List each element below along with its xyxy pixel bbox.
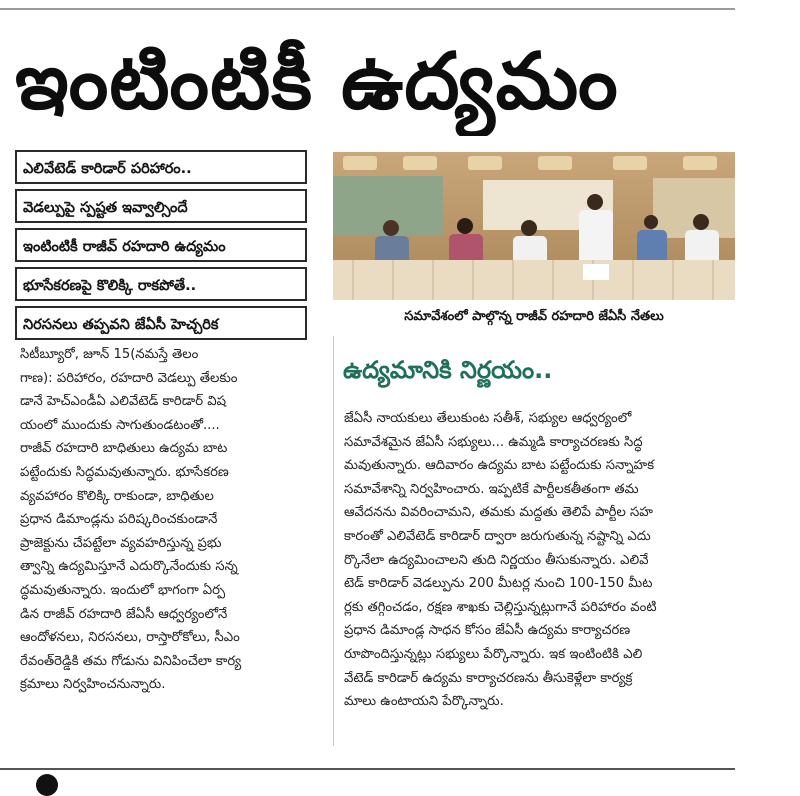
text-line: జేఏసీ నాయకులు తేలుకుంట సతీశ్, సభ్యుల ఆధ్వర్యంలో: [344, 411, 632, 426]
text-line: ద్ధమవుతున్నారు. ఇందులో భాగంగా ఏర్ప: [20, 582, 226, 598]
right-column-text: [344, 407, 736, 714]
subhead: ఇంటింటికీ రాజీవ్ రహదారి ఉద్యమం: [15, 228, 307, 262]
text-line: ర్కొనేలా ఉద్యమించాలని తుది నిర్ణయం తీసుకున్నారు. ఎలివే: [344, 552, 649, 568]
meeting-photo-image: [333, 152, 735, 300]
text-line: ఆవేదనను వివరించామని, తమకు మద్దతు తెలిపే పార్టీల సహ: [344, 505, 653, 521]
bottom-rule: [0, 768, 735, 770]
text-line: యంలో ముందుకు సాగుతుండటంతో....: [20, 417, 220, 433]
text-line: గాణ): పరిహారం, రహదారి వెడల్పు తేలకుం: [20, 370, 238, 386]
text-line: మాలు ఉంటాయని పేర్కొన్నారు.: [344, 694, 504, 710]
subhead: నిరసనలు తప్పవని జేఏసీ హెచ్చరిక: [15, 306, 307, 340]
photo-caption: సమావేశంలో పాల్గొన్న రాజీవ్ రహదారి జేఏసీ నేతలు: [404, 309, 664, 324]
text-line: సమావేశాన్ని నిర్వహించారు. ఇప్పటికే పార్టీలకతీతంగా తమ: [344, 481, 639, 497]
text-line: మవుతున్నారు. ఆదివారం ఉద్యమ బాట పట్టేందుకు సన్నాహక: [344, 458, 655, 474]
subhead: ఎలివేటెడ్ కారిడార్ పరిహారం..: [15, 150, 307, 184]
text-line: త్వాన్ని ఉద్యమిస్తూనే ఎదుర్కొనేందుకు సన్న: [20, 559, 238, 575]
section-title: ఉద్యమానికి నిర్ణయం..: [343, 356, 553, 384]
meeting-photo: [333, 152, 735, 300]
text-line: రేవంత్‌రెడ్డికి తమ గోడును వినిపించేలా కార్య: [20, 653, 242, 669]
text-line: డానే హెచ్ఎండీఏ ఎలివేటెడ్ కారిడార్ విష: [20, 394, 226, 410]
text-line: వేటెడ్ కారిడార్ ఉద్యమ కార్యాచరణను తీసుకెళ్లేలా కార్యక్ర: [344, 670, 633, 686]
text-line: క్రమాలు నిర్వహించనున్నారు.: [20, 677, 166, 693]
subhead: భూసేకరణపై కొలిక్కి రాకపోతే..: [15, 267, 307, 301]
top-rule: [0, 8, 735, 10]
text-line: పట్టేందుకు సిద్ధమవుతున్నారు. భూసేకరణ: [20, 464, 229, 480]
bullet-mark-icon: [36, 774, 58, 796]
text-line: రాజీవ్ రహదారి బాధితులు ఉద్యమ బాట: [20, 441, 228, 457]
text-line: టెడ్ కారిడార్ వెడల్పును 200 మీటర్ల నుంచి 100-150 మీట: [344, 576, 653, 592]
text-line: ఆందోళనలు, నిరసనలు, రాస్తారోకోలు, సీఎం: [20, 630, 240, 646]
text-line: కారంతో ఎలివేటెడ్ కారిడార్ ద్వారా జరుగుతున్న నష్టాన్ని ఎదు: [344, 528, 651, 544]
text-line: సమావేశమైన జేఏసీ సభ్యులు... ఉమ్మడి కార్యాచరణకు సిద్ధ: [344, 434, 643, 450]
text-line: ర్లకు తగ్గించడం, రక్షణ శాఖకు చెల్లిస్తున్నట్లుగానే పరిహారం వంటి: [344, 599, 657, 615]
headline: ఇంటింటికీ ఉద్యమం: [15, 37, 619, 127]
column-divider: [333, 336, 334, 746]
subheads-list: [15, 150, 320, 345]
text-line: ప్రధాన డిమాండ్ల సాధన కోసం జేఏసీ ఉద్యమ కార్యాచరణ: [344, 623, 631, 639]
text-line: వ్యవహారం కొలిక్కి రాకుండా, బాధితుల: [20, 488, 214, 504]
text-line: సిటీబ్యూరో, జూన్ 15(నమస్తే తెలం: [20, 347, 199, 362]
text-line: డిన రాజీవ్ రహదారి జేఏసీ ఆధ్వర్యంలోనే: [20, 606, 228, 622]
subhead: వెడల్పుపై స్పష్టత ఇవ్వాల్సిందే: [15, 189, 307, 223]
left-column-text: [20, 343, 320, 697]
text-line: ప్రాజెక్టును చేపట్టేలా వ్యవహరిస్తున్న ప్రభు: [20, 535, 222, 551]
text-line: రూపొందిస్తున్నట్లు సభ్యులు పేర్కొన్నారు. ఇక ఇంటింటికి ఎలి: [344, 646, 643, 662]
text-line: ప్రధాన డిమాండ్లను పరిష్కరించకుండానే: [20, 512, 218, 528]
